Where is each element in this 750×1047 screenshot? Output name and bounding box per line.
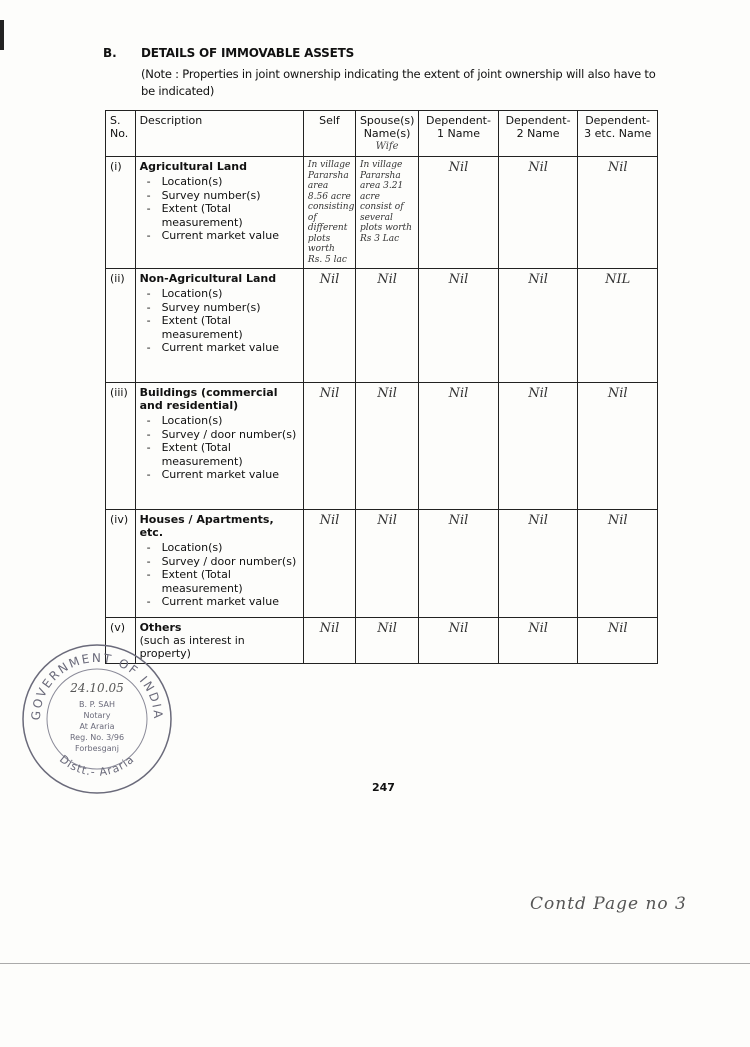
- notary-stamp-seal: [18, 640, 176, 798]
- cell-dependent-2: Nil: [498, 157, 578, 269]
- scan-edge-mark: [0, 20, 4, 50]
- page-bottom-rule: [0, 963, 750, 964]
- cell-spouse: Nil: [355, 383, 418, 510]
- row-sno: (iv): [106, 510, 136, 618]
- list-item: - Current market value: [140, 468, 299, 482]
- cell-dependent-1: Nil: [419, 269, 499, 383]
- list-item: - Current market value: [140, 595, 299, 609]
- row-item-list: [140, 541, 299, 609]
- cell-spouse: Nil: [355, 510, 418, 618]
- row-sno: (ii): [106, 269, 136, 383]
- list-item: - Location(s): [140, 175, 299, 189]
- cell-dependent-2: Nil: [498, 383, 578, 510]
- row-category-detail: (such as interest in property): [139, 634, 245, 660]
- cell-dependent-2: Nil: [498, 269, 578, 383]
- list-item: - Location(s): [140, 414, 299, 428]
- svg-text:GOVERNMENT OF INDIA: GOVERNMENT OF INDIA: [28, 650, 166, 721]
- row-item-list: [140, 175, 299, 243]
- list-item: - Extent (Total measurement): [140, 568, 299, 595]
- cell-dependent-1: Nil: [419, 157, 499, 269]
- cell-dependent-2: Nil: [498, 618, 578, 664]
- svg-text:B. P. SAH: B. P. SAH: [79, 700, 115, 709]
- cell-dependent-2: Nil: [498, 510, 578, 618]
- header-spouse: [355, 111, 418, 157]
- list-item: - Survey number(s): [140, 301, 299, 315]
- row-description: [135, 510, 303, 618]
- immovable-assets-table: [105, 110, 658, 664]
- cell-dependent-3: Nil: [578, 618, 658, 664]
- cell-spouse: In village Pararsha area 3.21 acre consist of several plots worth Rs 3 Lac: [355, 157, 418, 269]
- svg-text:Reg. No. 3/96: Reg. No. 3/96: [69, 733, 125, 742]
- list-item: - Extent (Total measurement): [140, 314, 299, 341]
- continued-note: Contd Page no 3: [530, 894, 687, 914]
- page-number: 247: [372, 781, 395, 794]
- cell-dependent-3: Nil: [578, 157, 658, 269]
- cell-dependent-3: Nil: [578, 383, 658, 510]
- header-dependent-3: Dependent-3 etc. Name: [578, 111, 658, 157]
- svg-text:Forbesganj: Forbesganj: [75, 744, 119, 753]
- row-sno: (v): [106, 618, 136, 664]
- table-row: [106, 618, 658, 664]
- cell-dependent-3: Nil: [578, 510, 658, 618]
- row-category: Houses / Apartments, etc.: [139, 513, 274, 539]
- svg-text:Distt.- Araria: Distt.- Araria: [56, 752, 137, 779]
- table-row: [106, 157, 658, 269]
- cell-self: In village Pararsha area 8.56 acre consisting of different plots worth Rs. 5 lac: [303, 157, 355, 269]
- list-item: - Survey / door number(s): [140, 428, 299, 442]
- cell-self: Nil: [303, 269, 355, 383]
- table-row: [106, 510, 658, 618]
- cell-dependent-1: Nil: [419, 383, 499, 510]
- header-spouse-label: Spouse(s) Name(s): [359, 114, 415, 140]
- row-sno: (i): [106, 157, 136, 269]
- header-sno: S. No.: [106, 111, 136, 157]
- row-description: [135, 383, 303, 510]
- svg-text:At Araria: At Araria: [79, 722, 115, 731]
- section-title: DETAILS OF IMMOVABLE ASSETS: [141, 46, 355, 60]
- row-category: Non-Agricultural Land: [139, 272, 277, 285]
- table-row: [106, 269, 658, 383]
- list-item: - Location(s): [140, 287, 299, 301]
- list-item: - Location(s): [140, 541, 299, 555]
- list-item: - Current market value: [140, 229, 299, 243]
- row-description: [135, 269, 303, 383]
- header-self: Self: [303, 111, 355, 157]
- table-row: [106, 383, 658, 510]
- svg-text:24.10.05: 24.10.05: [70, 681, 124, 695]
- svg-text:Notary: Notary: [83, 711, 111, 720]
- row-description: [135, 157, 303, 269]
- row-category: Agricultural Land: [139, 160, 247, 173]
- section-letter: B.: [103, 46, 117, 60]
- table-header-row: [106, 111, 658, 157]
- cell-self: Nil: [303, 510, 355, 618]
- row-item-list: [140, 287, 299, 355]
- cell-self: Nil: [303, 383, 355, 510]
- header-description: Description: [135, 111, 303, 157]
- header-dependent-1: Dependent-1 Name: [419, 111, 499, 157]
- list-item: - Extent (Total measurement): [140, 441, 299, 468]
- row-item-list: [140, 414, 299, 482]
- cell-self: Nil: [303, 618, 355, 664]
- list-item: - Survey number(s): [140, 189, 299, 203]
- row-category: Others: [139, 621, 182, 634]
- row-category: Buildings (commercial and residential): [139, 386, 278, 412]
- cell-dependent-1: Nil: [419, 510, 499, 618]
- header-spouse-handwritten: Wife: [375, 141, 399, 152]
- list-item: - Survey / door number(s): [140, 555, 299, 569]
- list-item: - Extent (Total measurement): [140, 202, 299, 229]
- header-dependent-2: Dependent-2 Name: [498, 111, 578, 157]
- cell-dependent-3: NIL: [578, 269, 658, 383]
- row-sno: (iii): [106, 383, 136, 510]
- cell-dependent-1: Nil: [419, 618, 499, 664]
- list-item: - Current market value: [140, 341, 299, 355]
- cell-spouse: Nil: [355, 618, 418, 664]
- cell-spouse: Nil: [355, 269, 418, 383]
- section-note: (Note : Properties in joint ownership indicating the extent of joint ownership will also have to be indicated): [141, 67, 656, 98]
